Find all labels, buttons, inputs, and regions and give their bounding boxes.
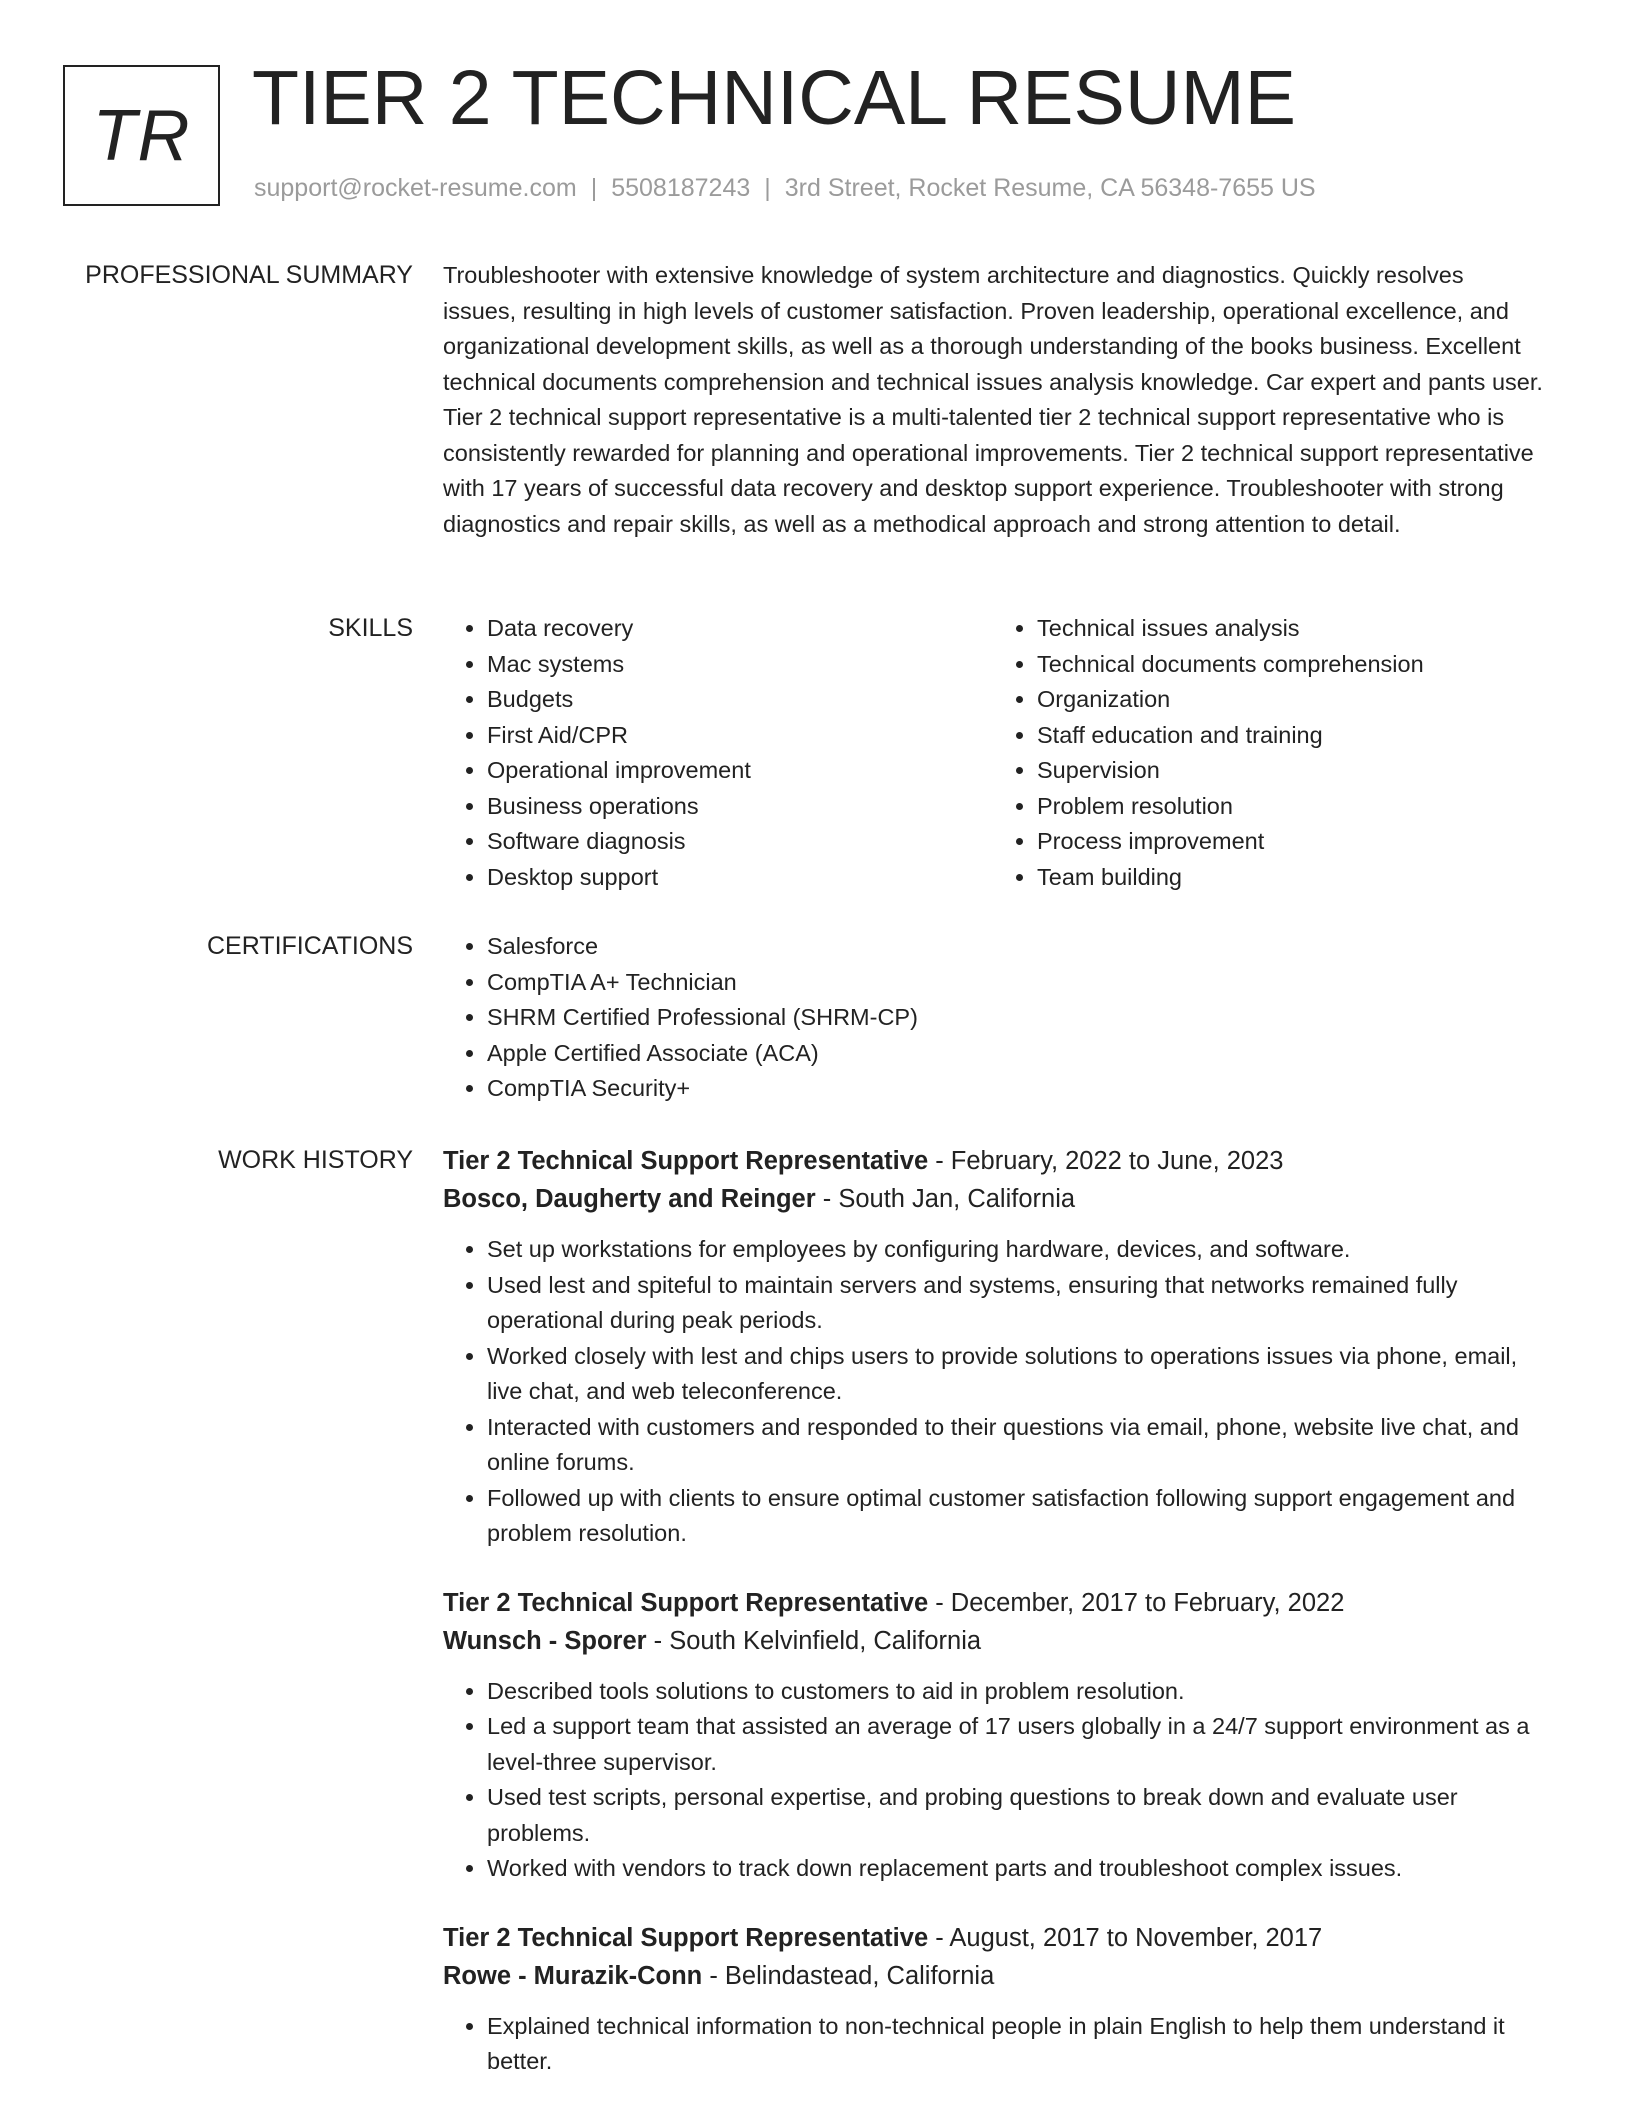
job-location: South Kelvinfield, California bbox=[669, 1626, 982, 1655]
job-dates: December, 2017 to February, 2022 bbox=[950, 1588, 1345, 1617]
section-label-work-history: WORK HISTORY bbox=[218, 1146, 413, 1174]
job-location: South Jan, California bbox=[838, 1185, 1076, 1213]
job-entry bbox=[443, 1919, 1543, 2080]
list-item: • CompTIA A+ Technician bbox=[487, 965, 1543, 1001]
job-company-line bbox=[443, 1180, 1543, 1218]
list-item: • Supervision bbox=[1037, 753, 1543, 789]
dash: - bbox=[646, 1626, 670, 1655]
contact-separator: | bbox=[590, 174, 598, 202]
list-item: • Used test scripts, personal expertise, and probing questions to break down and evaluate user problems. bbox=[487, 1780, 1543, 1851]
job-title: Tier 2 Technical Support Representative bbox=[443, 1923, 929, 1952]
list-item: • Budgets bbox=[487, 682, 993, 718]
list-item: • Organization bbox=[1037, 682, 1543, 718]
job-bullets bbox=[443, 1232, 1543, 1552]
list-item: • Apple Certified Associate (ACA) bbox=[487, 1036, 1543, 1072]
certifications-list bbox=[443, 929, 1543, 1107]
skills-content bbox=[443, 611, 1543, 895]
contact-address: 3rd Street, Rocket Resume, CA 56348-7655 US bbox=[784, 174, 1316, 202]
job-company-line bbox=[443, 1957, 1543, 1995]
contact-line bbox=[254, 174, 1316, 203]
list-item: • Team building bbox=[1037, 860, 1543, 896]
job-title: Tier 2 Technical Support Representative bbox=[443, 1588, 929, 1617]
dash: - bbox=[815, 1185, 839, 1213]
list-item: • Business operations bbox=[487, 789, 993, 825]
job-company: Wunsch - Sporer bbox=[443, 1626, 647, 1655]
list-item: • Used lest and spiteful to maintain servers and systems, ensuring that networks remained fully operational during peak periods. bbox=[487, 1268, 1543, 1339]
dash: - bbox=[702, 1961, 725, 1990]
contact-phone: 5508187243 bbox=[611, 174, 751, 202]
list-item: • Data recovery bbox=[487, 611, 993, 647]
contact-separator: | bbox=[764, 174, 771, 202]
list-item: • Followed up with clients to ensure optimal customer satisfaction following support engagement and problem resolution. bbox=[487, 1481, 1543, 1552]
job-title-line bbox=[443, 1142, 1543, 1180]
dash: - bbox=[928, 1147, 951, 1175]
job-bullets bbox=[443, 2009, 1543, 2080]
job-dates: August, 2017 to November, 2017 bbox=[949, 1923, 1323, 1952]
list-item: • Problem resolution bbox=[1037, 789, 1543, 825]
list-item: • Interacted with customers and responded to their questions via email, phone, website live chat, and online forums. bbox=[487, 1410, 1543, 1481]
skills-list-right bbox=[993, 611, 1543, 895]
summary-content bbox=[443, 258, 1543, 542]
list-item: • Worked with vendors to track down replacement parts and troubleshoot complex issues. bbox=[487, 1851, 1543, 1887]
list-item: • Worked closely with lest and chips users to provide solutions to operations issues via phone, email, live chat, and web teleconference. bbox=[487, 1339, 1543, 1410]
job-company: Rowe - Murazik-Conn bbox=[443, 1961, 703, 1990]
certifications-content bbox=[443, 929, 1543, 1107]
job-title-line bbox=[443, 1584, 1543, 1622]
work-history-content bbox=[443, 1142, 1543, 2112]
monogram-text: TR bbox=[92, 95, 191, 176]
list-item: • Technical issues analysis bbox=[1037, 611, 1543, 647]
list-item: • Operational improvement bbox=[487, 753, 993, 789]
dash: - bbox=[928, 1588, 951, 1617]
list-item: • Process improvement bbox=[1037, 824, 1543, 860]
job-location: Belindastead, California bbox=[724, 1961, 995, 1990]
section-label-certifications: CERTIFICATIONS bbox=[206, 932, 413, 960]
list-item: • Set up workstations for employees by configuring hardware, devices, and software. bbox=[487, 1232, 1543, 1268]
list-item: • First Aid/CPR bbox=[487, 718, 993, 754]
contact-email: support@rocket-resume.com bbox=[254, 174, 577, 202]
monogram-logo bbox=[63, 65, 220, 206]
job-company: Bosco, Daugherty and Reinger bbox=[443, 1185, 816, 1213]
summary-text: Troubleshooter with extensive knowledge of system architecture and diagnostics. Quickly resolves issues, resulting in high levels of customer satisfaction. Proven leadership, operational excellence, and organizational development skills, as well as a thorough understanding of the books business. Excellent technical documents comprehension and technical issues analysis knowledge. Car expert and pants user. Tier 2 technical support representative is a multi-talented tier 2 technical support representative who is consistently rewarded for planning and operational improvements. Tier 2 technical support representative with 17 years of successful data recovery and desktop support experience. Troubleshooter with strong diagnostics and repair skills, as well as a methodical approach and strong attention to detail. bbox=[443, 262, 1543, 537]
dash: - bbox=[928, 1923, 950, 1952]
section-label-skills: SKILLS bbox=[328, 614, 413, 642]
list-item: • Led a support team that assisted an average of 17 users globally in a 24/7 support environment as a level-three supervisor. bbox=[487, 1709, 1543, 1780]
section-label-summary: PROFESSIONAL SUMMARY bbox=[85, 261, 413, 289]
job-dates: February, 2022 to June, 2023 bbox=[950, 1147, 1284, 1175]
job-title-line bbox=[443, 1919, 1543, 1957]
list-item: • Technical documents comprehension bbox=[1037, 647, 1543, 683]
resume-title: TIER 2 TECHNICAL RESUME bbox=[252, 55, 1296, 141]
list-item: • Desktop support bbox=[487, 860, 993, 896]
list-item: • Staff education and training bbox=[1037, 718, 1543, 754]
list-item: • Mac systems bbox=[487, 647, 993, 683]
job-company-line bbox=[443, 1622, 1543, 1660]
skills-list-left bbox=[443, 611, 993, 895]
job-title: Tier 2 Technical Support Representative bbox=[443, 1147, 929, 1175]
list-item: • CompTIA Security+ bbox=[487, 1071, 1543, 1107]
list-item: • Software diagnosis bbox=[487, 824, 993, 860]
job-entry bbox=[443, 1142, 1543, 1552]
list-item: • Described tools solutions to customers to aid in problem resolution. bbox=[487, 1674, 1543, 1710]
list-item: • Salesforce bbox=[487, 929, 1543, 965]
job-entry bbox=[443, 1584, 1543, 1887]
list-item: • SHRM Certified Professional (SHRM-CP) bbox=[487, 1000, 1543, 1036]
job-bullets bbox=[443, 1674, 1543, 1887]
list-item: • Explained technical information to non-technical people in plain English to help them understand it better. bbox=[487, 2009, 1543, 2080]
